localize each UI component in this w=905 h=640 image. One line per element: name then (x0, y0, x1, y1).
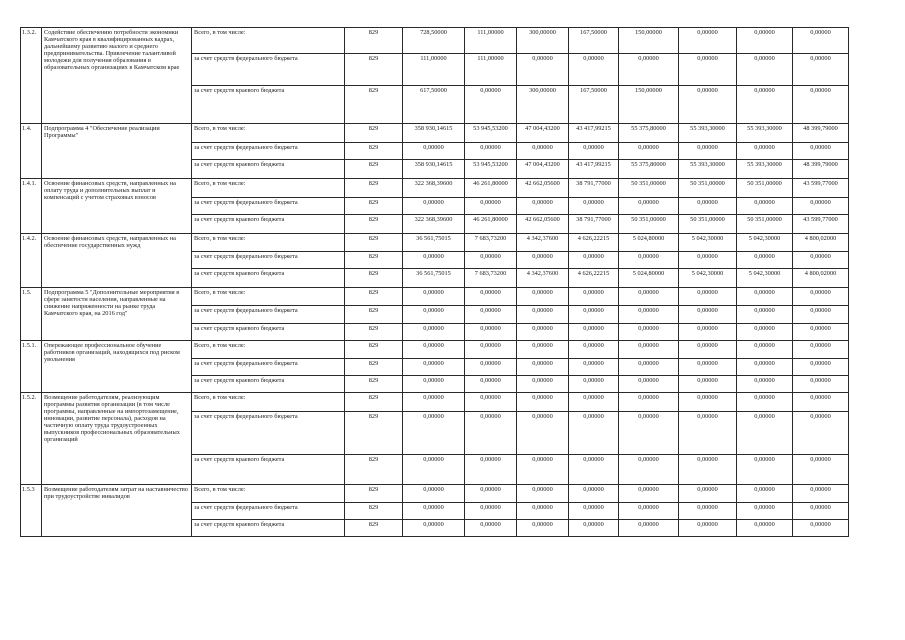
amount-cell: 0,00000 (619, 252, 679, 269)
amount-cell: 47 004,43200 (517, 124, 569, 143)
amount-cell: 0,00000 (403, 306, 465, 324)
amount-cell: 4 800,02000 (793, 234, 849, 252)
amount-cell: 0,00000 (793, 306, 849, 324)
budget-code: 829 (345, 324, 403, 341)
budget-code: 829 (345, 179, 403, 198)
amount-cell: 0,00000 (679, 28, 737, 54)
amount-cell: 38 791,77000 (569, 215, 619, 234)
amount-cell: 0,00000 (569, 306, 619, 324)
amount-cell: 0,00000 (517, 143, 569, 160)
amount-cell: 0,00000 (679, 520, 737, 537)
amount-cell: 0,00000 (465, 393, 517, 412)
amount-cell: 0,00000 (619, 520, 679, 537)
amount-cell: 0,00000 (679, 485, 737, 503)
amount-cell: 0,00000 (569, 455, 619, 485)
amount-cell: 0,00000 (465, 503, 517, 520)
amount-cell: 47 004,43200 (517, 160, 569, 179)
amount-cell: 0,00000 (403, 485, 465, 503)
amount-cell: 0,00000 (569, 143, 619, 160)
funding-source: Всего, в том числе: (192, 28, 345, 54)
amount-cell: 0,00000 (517, 455, 569, 485)
amount-cell: 0,00000 (465, 359, 517, 376)
funding-source: за счет средств краевого бюджета (192, 269, 345, 288)
amount-cell: 0,00000 (793, 485, 849, 503)
amount-cell: 0,00000 (679, 143, 737, 160)
amount-cell: 0,00000 (619, 455, 679, 485)
funding-source: за счет средств краевого бюджета (192, 160, 345, 179)
amount-cell: 50 351,00000 (737, 179, 793, 198)
amount-cell: 0,00000 (793, 412, 849, 455)
amount-cell: 0,00000 (737, 324, 793, 341)
amount-cell: 0,00000 (403, 359, 465, 376)
amount-cell: 0,00000 (793, 86, 849, 124)
amount-cell: 0,00000 (569, 412, 619, 455)
funding-source: Всего, в том числе: (192, 485, 345, 503)
amount-cell: 36 561,75015 (403, 234, 465, 252)
item-name: Подпрограмма 5 "Дополнительные мероприятия в сфере занятости населения, направленные на снижение напряженности на рынке труда Камчатского края, на 2016 год" (42, 288, 192, 341)
amount-cell: 0,00000 (679, 252, 737, 269)
amount-cell: 0,00000 (517, 306, 569, 324)
amount-cell: 0,00000 (793, 288, 849, 306)
amount-cell: 0,00000 (619, 198, 679, 215)
amount-cell: 0,00000 (619, 359, 679, 376)
funding-source: за счет средств федерального бюджета (192, 503, 345, 520)
amount-cell: 0,00000 (465, 485, 517, 503)
amount-cell: 0,00000 (737, 143, 793, 160)
amount-cell: 46 261,80000 (465, 179, 517, 198)
amount-cell: 5 024,80000 (619, 269, 679, 288)
amount-cell: 0,00000 (793, 28, 849, 54)
amount-cell: 0,00000 (569, 520, 619, 537)
amount-cell: 150,00000 (619, 86, 679, 124)
amount-cell: 0,00000 (737, 288, 793, 306)
budget-code: 829 (345, 455, 403, 485)
amount-cell: 0,00000 (569, 503, 619, 520)
amount-cell: 0,00000 (465, 288, 517, 306)
amount-cell: 0,00000 (569, 252, 619, 269)
funding-source: за счет средств краевого бюджета (192, 376, 345, 393)
amount-cell: 0,00000 (619, 503, 679, 520)
amount-cell: 0,00000 (679, 324, 737, 341)
funding-source: за счет средств краевого бюджета (192, 86, 345, 124)
amount-cell: 0,00000 (619, 393, 679, 412)
amount-cell: 0,00000 (517, 412, 569, 455)
amount-cell: 0,00000 (465, 455, 517, 485)
amount-cell: 5 042,30000 (679, 234, 737, 252)
amount-cell: 0,00000 (737, 28, 793, 54)
amount-cell: 0,00000 (679, 359, 737, 376)
amount-cell: 0,00000 (517, 359, 569, 376)
budget-code: 829 (345, 86, 403, 124)
amount-cell: 53 945,53200 (465, 124, 517, 143)
budget-code: 829 (345, 54, 403, 86)
amount-cell: 0,00000 (737, 412, 793, 455)
amount-cell: 0,00000 (569, 288, 619, 306)
amount-cell: 0,00000 (403, 455, 465, 485)
amount-cell: 0,00000 (517, 54, 569, 86)
amount-cell: 0,00000 (737, 359, 793, 376)
amount-cell: 0,00000 (793, 359, 849, 376)
amount-cell: 7 683,73200 (465, 234, 517, 252)
amount-cell: 0,00000 (793, 252, 849, 269)
item-name: Освоение финансовых средств, направленных на оплату труда и дополнительных выплат и компенсаций с учетом страховых взносов (42, 179, 192, 234)
item-number: 1.5.1. (21, 341, 42, 393)
amount-cell: 0,00000 (569, 359, 619, 376)
amount-cell: 0,00000 (465, 376, 517, 393)
amount-cell: 0,00000 (517, 324, 569, 341)
amount-cell: 0,00000 (737, 455, 793, 485)
amount-cell: 0,00000 (403, 520, 465, 537)
amount-cell: 0,00000 (679, 86, 737, 124)
funding-source: за счет средств федерального бюджета (192, 412, 345, 455)
amount-cell: 0,00000 (793, 54, 849, 86)
amount-cell: 111,00000 (465, 28, 517, 54)
amount-cell: 0,00000 (403, 252, 465, 269)
amount-cell: 43 599,77000 (793, 215, 849, 234)
amount-cell: 300,00000 (517, 86, 569, 124)
amount-cell: 55 393,30000 (737, 124, 793, 143)
amount-cell: 150,00000 (619, 28, 679, 54)
funding-source: за счет средств краевого бюджета (192, 324, 345, 341)
amount-cell: 0,00000 (793, 143, 849, 160)
amount-cell: 0,00000 (403, 198, 465, 215)
amount-cell: 0,00000 (569, 324, 619, 341)
table-row (21, 234, 849, 252)
table-row (21, 124, 849, 143)
amount-cell: 0,00000 (517, 485, 569, 503)
funding-source: за счет средств федерального бюджета (192, 143, 345, 160)
item-number: 1.5.2. (21, 393, 42, 485)
amount-cell: 55 393,30000 (737, 160, 793, 179)
funding-source: за счет средств краевого бюджета (192, 455, 345, 485)
amount-cell: 46 261,80000 (465, 215, 517, 234)
amount-cell: 0,00000 (569, 376, 619, 393)
amount-cell: 50 351,00000 (619, 179, 679, 198)
amount-cell: 0,00000 (465, 412, 517, 455)
amount-cell: 358 930,14615 (403, 124, 465, 143)
table-row (21, 179, 849, 198)
funding-source: за счет средств федерального бюджета (192, 54, 345, 86)
funding-source: за счет средств краевого бюджета (192, 215, 345, 234)
amount-cell: 0,00000 (737, 306, 793, 324)
amount-cell: 0,00000 (679, 412, 737, 455)
amount-cell: 0,00000 (793, 393, 849, 412)
amount-cell: 4 342,37600 (517, 234, 569, 252)
budget-code: 829 (345, 234, 403, 252)
amount-cell: 0,00000 (793, 520, 849, 537)
amount-cell: 36 561,75015 (403, 269, 465, 288)
amount-cell: 43 417,99215 (569, 160, 619, 179)
amount-cell: 0,00000 (793, 503, 849, 520)
table-row (21, 28, 849, 54)
amount-cell: 0,00000 (737, 503, 793, 520)
budget-code: 829 (345, 376, 403, 393)
amount-cell: 0,00000 (403, 503, 465, 520)
amount-cell: 0,00000 (403, 376, 465, 393)
amount-cell: 0,00000 (619, 324, 679, 341)
amount-cell: 0,00000 (793, 341, 849, 359)
amount-cell: 0,00000 (737, 341, 793, 359)
amount-cell: 0,00000 (569, 485, 619, 503)
amount-cell: 0,00000 (679, 288, 737, 306)
amount-cell: 0,00000 (517, 393, 569, 412)
amount-cell: 0,00000 (619, 412, 679, 455)
amount-cell: 48 399,79000 (793, 160, 849, 179)
funding-source: за счет средств федерального бюджета (192, 198, 345, 215)
amount-cell: 0,00000 (679, 393, 737, 412)
amount-cell: 0,00000 (465, 143, 517, 160)
funding-source: Всего, в том числе: (192, 393, 345, 412)
budget-code: 829 (345, 288, 403, 306)
amount-cell: 0,00000 (793, 455, 849, 485)
amount-cell: 0,00000 (679, 341, 737, 359)
budget-code: 829 (345, 28, 403, 54)
funding-source: Всего, в том числе: (192, 234, 345, 252)
budget-table (20, 27, 849, 537)
amount-cell: 0,00000 (403, 143, 465, 160)
budget-code: 829 (345, 359, 403, 376)
amount-cell: 0,00000 (465, 341, 517, 359)
table-row (21, 485, 849, 503)
amount-cell: 358 930,14615 (403, 160, 465, 179)
amount-cell: 0,00000 (737, 54, 793, 86)
amount-cell: 0,00000 (517, 252, 569, 269)
amount-cell: 0,00000 (793, 376, 849, 393)
amount-cell: 728,50000 (403, 28, 465, 54)
amount-cell: 0,00000 (737, 86, 793, 124)
amount-cell: 167,50000 (569, 86, 619, 124)
amount-cell: 0,00000 (517, 198, 569, 215)
item-number: 1.4. (21, 124, 42, 179)
budget-code: 829 (345, 393, 403, 412)
amount-cell: 0,00000 (465, 86, 517, 124)
amount-cell: 0,00000 (737, 393, 793, 412)
amount-cell: 0,00000 (569, 54, 619, 86)
amount-cell: 0,00000 (465, 306, 517, 324)
item-name: Содействие обеспечению потребности экономики Камчатского края в квалифицированных кадрах, дальнейшему развитию малого и среднего предпринимательства. Привлечение талантливой молодежи для получения образования в образовательных организациях в Камчатском крае (42, 28, 192, 124)
amount-cell: 4 626,22215 (569, 269, 619, 288)
budget-code: 829 (345, 269, 403, 288)
budget-code: 829 (345, 215, 403, 234)
amount-cell: 322 368,39600 (403, 215, 465, 234)
amount-cell: 0,00000 (465, 252, 517, 269)
item-name: Опережающее профессиональное обучение работников организаций, находящихся под риском увольнения (42, 341, 192, 393)
amount-cell: 167,50000 (569, 28, 619, 54)
amount-cell: 0,00000 (679, 455, 737, 485)
amount-cell: 55 375,80000 (619, 160, 679, 179)
amount-cell: 55 375,80000 (619, 124, 679, 143)
funding-source: Всего, в том числе: (192, 124, 345, 143)
table-row (21, 288, 849, 306)
budget-code: 829 (345, 124, 403, 143)
amount-cell: 0,00000 (569, 341, 619, 359)
amount-cell: 50 351,00000 (619, 215, 679, 234)
item-number: 1.5.3 (21, 485, 42, 537)
amount-cell: 0,00000 (403, 341, 465, 359)
amount-cell: 0,00000 (619, 306, 679, 324)
amount-cell: 5 042,30000 (737, 269, 793, 288)
amount-cell: 0,00000 (517, 520, 569, 537)
amount-cell: 5 042,30000 (679, 269, 737, 288)
amount-cell: 4 800,02000 (793, 269, 849, 288)
amount-cell: 48 399,79000 (793, 124, 849, 143)
budget-code: 829 (345, 198, 403, 215)
budget-code: 829 (345, 412, 403, 455)
item-number: 1.4.2. (21, 234, 42, 288)
amount-cell: 42 662,05600 (517, 215, 569, 234)
amount-cell: 50 351,00000 (679, 215, 737, 234)
amount-cell: 0,00000 (619, 143, 679, 160)
amount-cell: 50 351,00000 (679, 179, 737, 198)
amount-cell: 55 393,30000 (679, 124, 737, 143)
amount-cell: 43 417,99215 (569, 124, 619, 143)
amount-cell: 0,00000 (679, 54, 737, 86)
amount-cell: 0,00000 (679, 198, 737, 215)
funding-source: за счет средств федерального бюджета (192, 306, 345, 324)
amount-cell: 0,00000 (679, 306, 737, 324)
amount-cell: 55 393,30000 (679, 160, 737, 179)
amount-cell: 43 599,77000 (793, 179, 849, 198)
amount-cell: 0,00000 (793, 198, 849, 215)
budget-code: 829 (345, 485, 403, 503)
item-name: Освоение финансовых средств, направленных на обеспечение государственных нужд (42, 234, 192, 288)
amount-cell: 7 683,73200 (465, 269, 517, 288)
amount-cell: 0,00000 (619, 288, 679, 306)
amount-cell: 38 791,77000 (569, 179, 619, 198)
funding-source: за счет средств федерального бюджета (192, 359, 345, 376)
amount-cell: 0,00000 (737, 198, 793, 215)
budget-code: 829 (345, 143, 403, 160)
budget-code: 829 (345, 306, 403, 324)
amount-cell: 300,00000 (517, 28, 569, 54)
item-name: Возмещение работодателям затрат на наставничество при трудоустройстве инвалидов (42, 485, 192, 537)
amount-cell: 0,00000 (569, 198, 619, 215)
amount-cell: 0,00000 (517, 503, 569, 520)
amount-cell: 0,00000 (403, 324, 465, 341)
funding-source: за счет средств федерального бюджета (192, 252, 345, 269)
amount-cell: 5 024,80000 (619, 234, 679, 252)
amount-cell: 0,00000 (403, 412, 465, 455)
budget-code: 829 (345, 503, 403, 520)
budget-code: 829 (345, 520, 403, 537)
funding-source: Всего, в том числе: (192, 288, 345, 306)
amount-cell: 0,00000 (679, 376, 737, 393)
amount-cell: 42 662,05600 (517, 179, 569, 198)
table-row (21, 393, 849, 412)
budget-code: 829 (345, 160, 403, 179)
amount-cell: 0,00000 (619, 341, 679, 359)
amount-cell: 322 368,39600 (403, 179, 465, 198)
amount-cell: 0,00000 (737, 252, 793, 269)
funding-source: за счет средств краевого бюджета (192, 520, 345, 537)
amount-cell: 0,00000 (619, 54, 679, 86)
amount-cell: 0,00000 (737, 485, 793, 503)
amount-cell: 0,00000 (737, 376, 793, 393)
item-name: Возмещение работодателям, реализующим программы развития организации (в том числе программы, направленные на импортозамещение, инновации, развитие персонала), расходов на частичную оплату труда трудоустроенных выпускников профессиональных образовательных организаций (42, 393, 192, 485)
amount-cell: 0,00000 (465, 324, 517, 341)
item-number: 1.3.2. (21, 28, 42, 124)
amount-cell: 53 945,53200 (465, 160, 517, 179)
amount-cell: 0,00000 (619, 376, 679, 393)
amount-cell: 0,00000 (737, 520, 793, 537)
amount-cell: 617,50000 (403, 86, 465, 124)
amount-cell: 0,00000 (517, 288, 569, 306)
amount-cell: 0,00000 (517, 376, 569, 393)
amount-cell: 0,00000 (465, 198, 517, 215)
amount-cell: 111,00000 (465, 54, 517, 86)
budget-code: 829 (345, 341, 403, 359)
amount-cell: 5 042,30000 (737, 234, 793, 252)
amount-cell: 0,00000 (679, 503, 737, 520)
amount-cell: 4 626,22215 (569, 234, 619, 252)
budget-code: 829 (345, 252, 403, 269)
table-row (21, 341, 849, 359)
item-number: 1.4.1. (21, 179, 42, 234)
amount-cell: 4 342,37600 (517, 269, 569, 288)
item-number: 1.5. (21, 288, 42, 341)
amount-cell: 0,00000 (403, 288, 465, 306)
amount-cell: 50 351,00000 (737, 215, 793, 234)
amount-cell: 0,00000 (465, 520, 517, 537)
amount-cell: 0,00000 (517, 341, 569, 359)
amount-cell: 0,00000 (793, 324, 849, 341)
amount-cell: 0,00000 (403, 393, 465, 412)
amount-cell: 0,00000 (619, 485, 679, 503)
amount-cell: 0,00000 (569, 393, 619, 412)
funding-source: Всего, в том числе: (192, 179, 345, 198)
item-name: Подпрограмма 4 "Обеспечение реализации Программы" (42, 124, 192, 179)
funding-source: Всего, в том числе: (192, 341, 345, 359)
amount-cell: 111,00000 (403, 54, 465, 86)
